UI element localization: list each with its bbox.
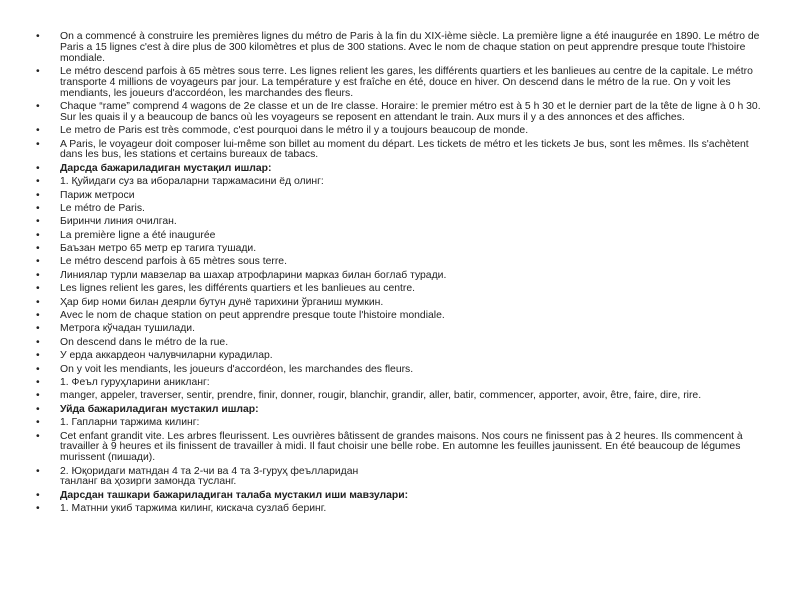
- bullet-icon: •: [36, 269, 40, 281]
- bullet-icon: •: [36, 336, 40, 348]
- list-item: [36, 365, 770, 376]
- list-item-text: Le métro descend parfois à 65 mètres sous terre.: [60, 256, 287, 268]
- bullet-icon: •: [36, 100, 40, 112]
- bullet-icon: •: [36, 310, 40, 322]
- bullet-icon: •: [36, 390, 40, 402]
- list-item: [36, 504, 770, 515]
- list-item: [36, 32, 770, 64]
- bullet-icon: •: [36, 363, 40, 375]
- bullet-icon: •: [36, 202, 40, 214]
- list-item-text: Le métro de Paris.: [60, 202, 145, 214]
- list-item-text: Дарсдан ташкари бажариладиган талаба мустакил иши мавзулари:: [60, 489, 409, 501]
- list-item: [36, 231, 770, 242]
- list-item-text: Le métro descend parfois à 65 mètres sous terre. Les lignes relient les gares, les différents quartiers et les banlieues au centre de la capitale. Le métro transporte 4 millions de voyageurs par jour. La température y est fraîche en été, douce en hiver. On descend dans le métro de la rue. On y voit les mendiants, les joueurs d'accordéon, les marchandes des fleurs.: [60, 65, 753, 99]
- list-item-text: Баъзан метро 65 метр ер тагига тушади.: [60, 243, 257, 255]
- list-item: [36, 191, 770, 202]
- list-item-text: manger, appeler, traverser, sentir, prendre, finir, donner, rougir, blanchir, grandir, aller, batir, commencer, apporter, avoir, être, faire, dire, rire.: [60, 390, 702, 402]
- list-item-text: Париж метроси: [60, 189, 135, 201]
- list-item-text: La première ligne a été inaugurée: [60, 229, 216, 241]
- list-item: [36, 164, 770, 175]
- list-item: [36, 126, 770, 137]
- bullet-icon: •: [36, 189, 40, 201]
- list-item: [36, 298, 770, 309]
- list-item: [36, 217, 770, 228]
- bullet-icon: •: [36, 323, 40, 335]
- list-item: [36, 351, 770, 362]
- bullet-icon: •: [36, 243, 40, 255]
- list-item: [36, 271, 770, 282]
- list-item-text: On a commencé à construire les premières lignes du métro de Paris à la fin du XIX-ième siècle. La première ligne a été inaugurée en 1890. Le métro de Paris a 15 lignes c'est à dire plus de 300 kilomètres et plus de 300 stations. Avec le nom de chaque station on peut apprendre presque toute l'histoire mondiale.: [60, 31, 760, 64]
- list-item-text: Les lignes relient les gares, les différents quartiers et les banlieues au centre.: [60, 283, 416, 295]
- list-item-text: Биринчи линия очилган.: [60, 216, 177, 228]
- list-item: [36, 244, 770, 255]
- list-item: [36, 467, 770, 489]
- list-item-text: Линиялар турли мавзелар ва шахар атрофларини марказ билан боглаб туради.: [60, 269, 447, 281]
- bullet-icon: •: [36, 125, 40, 137]
- bullet-icon: •: [36, 162, 40, 174]
- list-item: [36, 140, 770, 162]
- bullet-list: [36, 32, 770, 515]
- bullet-icon: •: [36, 465, 40, 477]
- bullet-icon: •: [36, 65, 40, 77]
- list-item-text: 1. Гапларни таржима килинг:: [60, 417, 200, 429]
- list-item: [36, 418, 770, 429]
- list-item-text: Дарсда бажариладиган мустақил ишлар:: [60, 162, 272, 174]
- list-item-text: У ерда аккардеон чалувчиларни курадилар.: [60, 350, 273, 362]
- list-item: [36, 257, 770, 268]
- bullet-icon: •: [36, 138, 40, 150]
- list-item: [36, 177, 770, 188]
- bullet-icon: •: [36, 503, 40, 515]
- bullet-icon: •: [36, 229, 40, 241]
- list-item: [36, 204, 770, 215]
- bullet-icon: •: [36, 430, 40, 442]
- bullet-icon: •: [36, 283, 40, 295]
- bullet-icon: •: [36, 296, 40, 308]
- bullet-icon: •: [36, 176, 40, 188]
- list-item-text: 1. Феъл гуруҳларини аникланг:: [60, 376, 210, 388]
- bullet-icon: •: [36, 403, 40, 415]
- bullet-icon: •: [36, 216, 40, 228]
- list-item: [36, 284, 770, 295]
- bullet-icon: •: [36, 31, 40, 42]
- list-item-text: Метрога кўчадан тушилади.: [60, 323, 195, 335]
- list-item-text: Ҳар бир номи билан деярли бутун дунё тарихини ўрганиш мумкин.: [60, 296, 384, 308]
- list-item-text: Chaque “rame” comprend 4 wagons de 2e classe et un de Ire classe. Horaire: le premier métro est à 5 h 30 et le dernier part de la tête de ligne à 0 h 30. Sur les quais il y a beaucoup de bancs où les voyageurs se reposent en attendant le train. Aux murs il y a des annonces et des affiches.: [60, 100, 761, 123]
- bullet-icon: •: [36, 489, 40, 501]
- bullet-icon: •: [36, 376, 40, 388]
- list-item-text: A Paris, le voyageur doit composer lui-même son billet au moment du départ. Les tickets de métro et les tickets Je bus, sont les mêmes. Ils s'achètent dans les bus, les stations et certains bureaux de tabacs.: [60, 138, 749, 161]
- bullet-icon: •: [36, 417, 40, 429]
- list-item-text: Avec le nom de chaque station on peut apprendre presque toute l'histoire mondiale.: [60, 310, 445, 322]
- list-item: [36, 311, 770, 322]
- list-item: [36, 405, 770, 416]
- list-item-text: On y voit les mendiants, les joueurs d'accordéon, les marchandes des fleurs.: [60, 363, 414, 375]
- list-item: [36, 338, 770, 349]
- list-item-text: Le metro de Paris est très commode, c'est pourquoi dans le métro il y a toujours beaucoup de monde.: [60, 125, 529, 137]
- list-item-text: Cet enfant grandit vite. Les arbres fleurissent. Les ouvrières bâtissent de grandes maisons. Nos cours ne finissent pas à 2 heures. Ils commencent à travailler à 9 heures et ils finissent de travailler à midi. Il faut choisir une belle robe. En automne les feuilles jaunissent. En été beaucoup de légumes murissent (пишади).: [60, 430, 743, 464]
- bullet-icon: •: [36, 350, 40, 362]
- list-item: [36, 432, 770, 464]
- list-item-text: 2. Юқоридаги матндан 4 та 2-чи ва 4 та 3-гуруҳ феъллaридан танланг ва ҳозирги замонда тусланг.: [60, 465, 359, 488]
- list-item: [36, 102, 770, 124]
- list-item-text: 1. Қуйидаги суз ва иборaларни таржамасини ёд олинг:: [60, 176, 324, 188]
- list-item-text: On descend dans le métro de la rue.: [60, 336, 229, 348]
- list-item: [36, 324, 770, 335]
- list-item-text: Уйда бажариладиган мустакил ишлар:: [60, 403, 259, 415]
- list-item: [36, 378, 770, 389]
- bullet-icon: •: [36, 256, 40, 268]
- list-item: [36, 391, 770, 402]
- list-item: [36, 67, 770, 99]
- list-item: [36, 491, 770, 502]
- list-item-text: 1. Матнни укиб таржима килинг, кискача сузлаб беринг.: [60, 503, 327, 515]
